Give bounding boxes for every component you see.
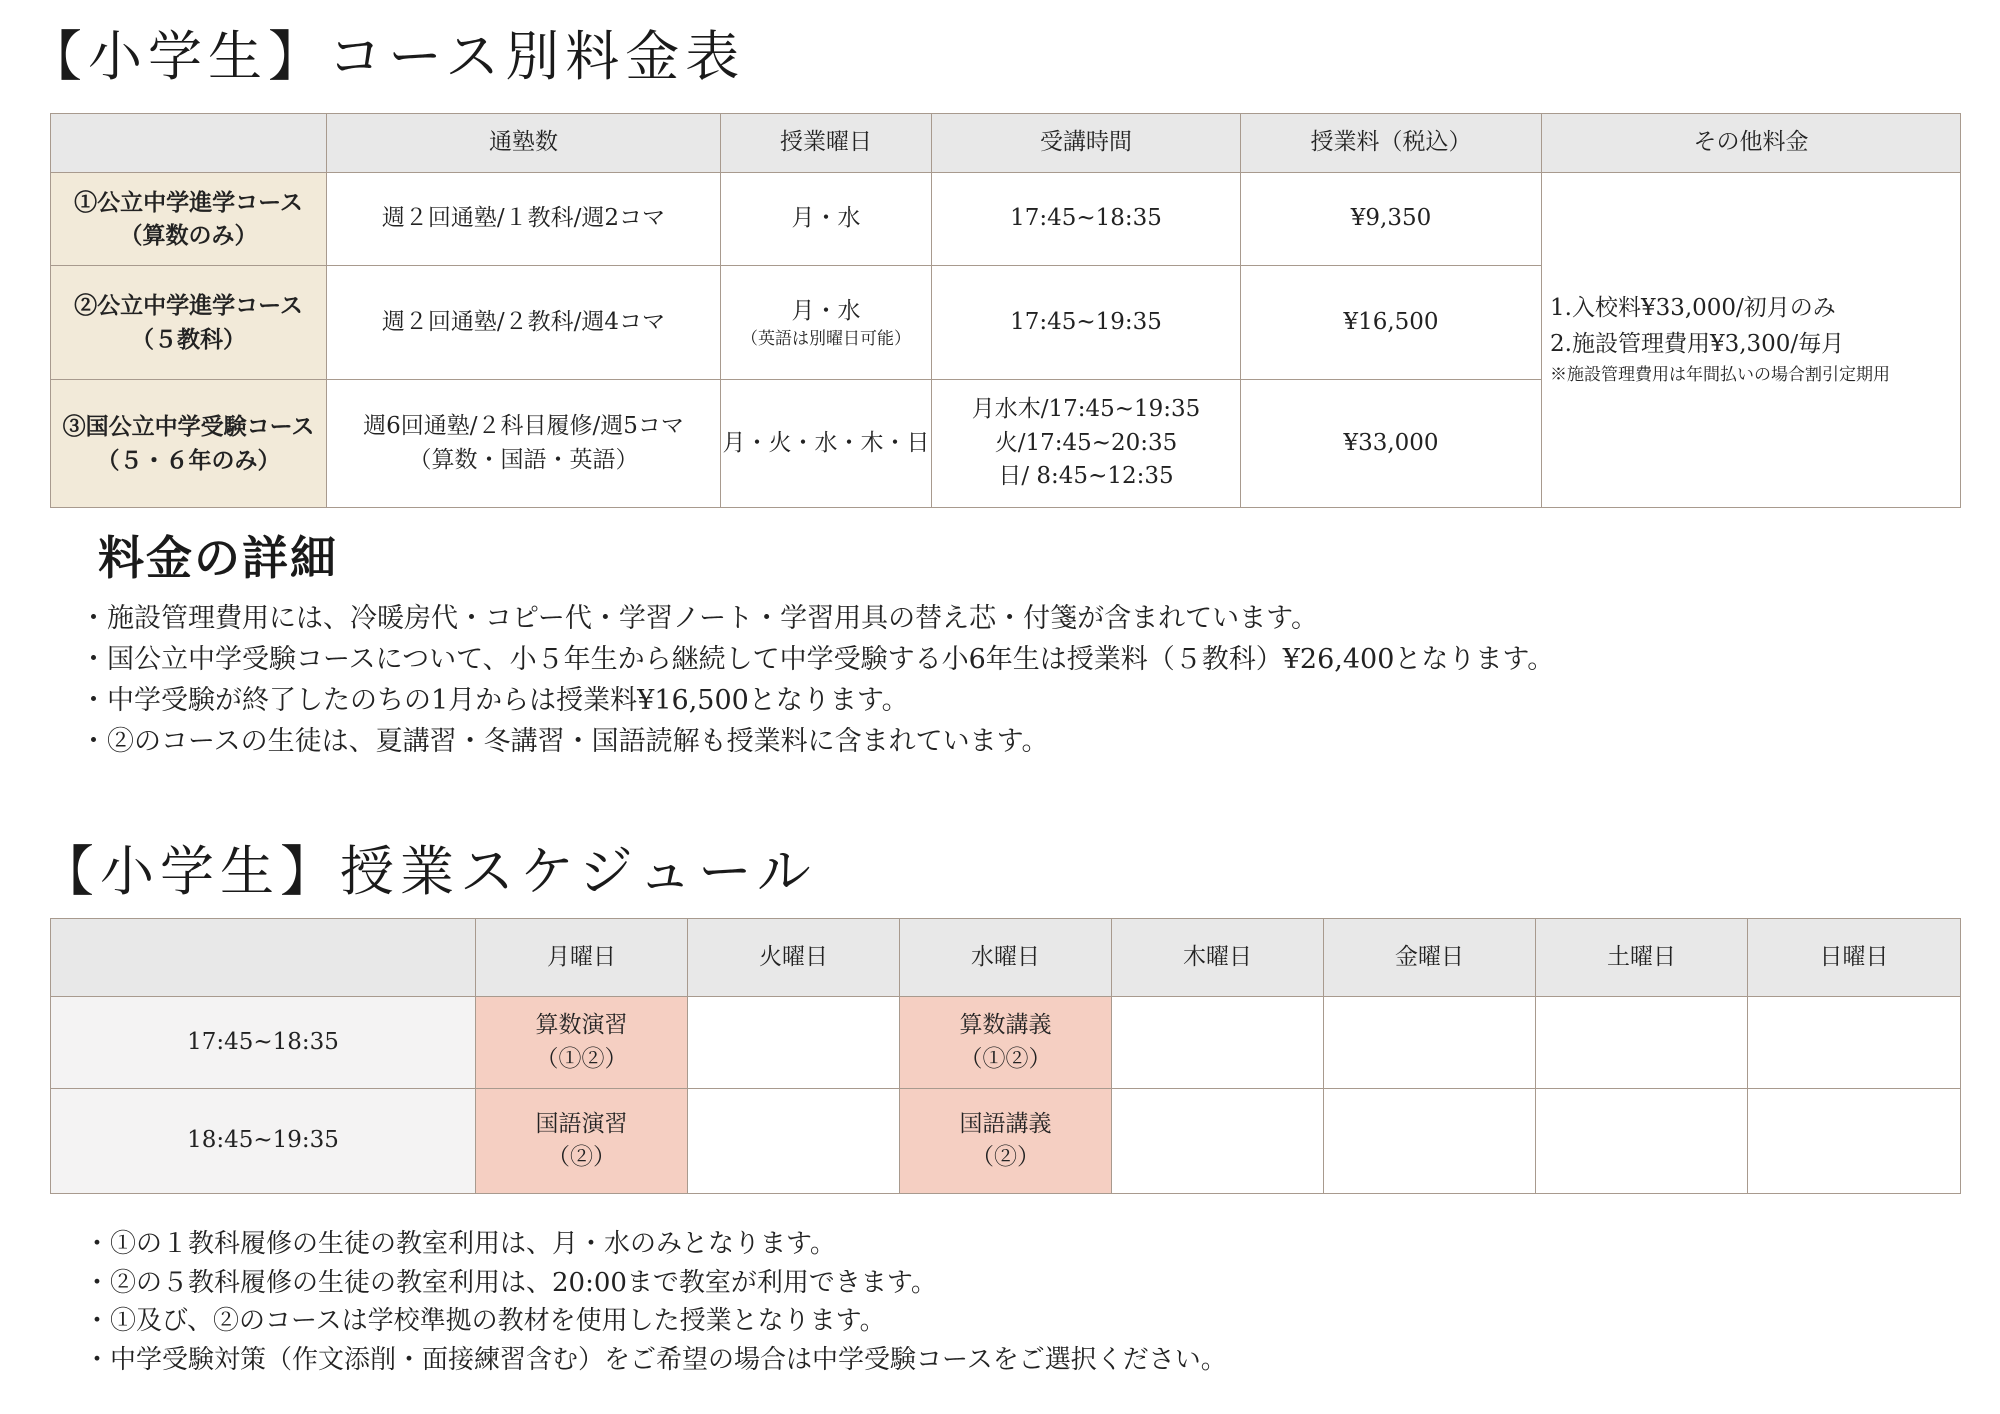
empty-cell: [1112, 1089, 1324, 1194]
header-sunday: 日曜日: [1748, 919, 1961, 997]
list-item: ・施設管理費用には、冷暖房代・コピー代・学習ノート・学習用具の替え芯・付箋が含まれています。: [80, 603, 1318, 634]
list-item: ・①の１教科履修の生徒の教室利用は、月・水のみとなります。: [84, 1229, 836, 1259]
lesson-course: （①②）: [959, 1045, 1052, 1072]
course-name-cell: [51, 266, 327, 380]
course-name: ①公立中学進学コース: [74, 188, 303, 216]
list-item: ・中学受験が終了したのちの1月からは授業料¥16,500となります。: [80, 685, 909, 716]
lesson-course: （①②）: [535, 1045, 628, 1072]
course-subtitle: （５教科）: [131, 325, 246, 353]
lesson-course: （②）: [971, 1144, 1040, 1170]
attendance-cell: [327, 266, 721, 380]
course-name-cell: [51, 380, 327, 508]
days-cell: [721, 173, 932, 266]
course-subtitle: （算数のみ）: [119, 222, 258, 249]
fee-details-title: 料金の詳細: [98, 531, 338, 585]
empty-cell: [1536, 997, 1748, 1089]
lesson-cell-wednesday: [900, 997, 1112, 1089]
header-wednesday: 水曜日: [900, 919, 1112, 997]
header-attendance: 通塾数: [327, 114, 721, 173]
days-note: （英語は別曜日可能）: [741, 329, 911, 350]
list-item: ・②の５教科履修の生徒の教室利用は、20:00まで教室が利用できます。: [84, 1267, 937, 1298]
lesson-name: 国語講義: [959, 1110, 1052, 1137]
other-fee-facility: 2.施設管理費用¥3,300/毎月: [1550, 330, 1845, 357]
fee-cell: [1241, 266, 1542, 380]
header-friday: 金曜日: [1324, 919, 1536, 997]
course-name: ③国公立中学受験コース: [62, 413, 315, 441]
fee-details-list: [80, 598, 1554, 762]
list-item: ・①及び、②のコースは学校準拠の教材を使用した授業となります。: [84, 1306, 886, 1336]
other-fees-cell: [1542, 173, 1961, 508]
course-subtitle: （５・６年のみ）: [96, 446, 281, 474]
lesson-course: （②）: [547, 1144, 616, 1170]
empty-cell: [1536, 1089, 1748, 1194]
empty-cell: [688, 1089, 900, 1194]
header-other-fees: その他料金: [1542, 114, 1961, 173]
course-name-cell: [51, 173, 327, 266]
header-saturday: 土曜日: [1536, 919, 1748, 997]
header-blank: [51, 919, 476, 997]
fee-table-header-row: [51, 114, 1961, 173]
time-cell: [932, 266, 1241, 380]
attendance-cell: [327, 380, 721, 508]
time-text: 17:45~18:35: [1010, 205, 1162, 232]
other-fee-entrance: 1.入校料¥33,000/初月のみ: [1550, 295, 1836, 322]
list-item: ・中学受験対策（作文添削・面接練習含む）をご希望の場合は中学受験コースをご選択ください。: [84, 1344, 1227, 1375]
lesson-cell-monday: [476, 997, 688, 1089]
empty-cell: [1324, 997, 1536, 1089]
header-blank: [51, 114, 327, 173]
schedule-notes-list: [84, 1225, 1227, 1379]
fee-cell: [1241, 173, 1542, 266]
empty-cell: [1112, 997, 1324, 1089]
fee-value: ¥16,500: [1343, 308, 1439, 335]
time-text: 月水木/17:45~19:35: [971, 396, 1201, 423]
fee-cell: [1241, 380, 1542, 508]
lesson-name: 算数講義: [959, 1012, 1052, 1039]
time-text: 17:45~19:35: [1010, 308, 1162, 335]
schedule-time-cell: 17:45~18:35: [51, 997, 476, 1089]
lesson-cell-monday: [476, 1089, 688, 1194]
lesson-cell-wednesday: [900, 1089, 1112, 1194]
lesson-name: 算数演習: [535, 1012, 628, 1039]
empty-cell: [1748, 1089, 1961, 1194]
fee-value: ¥33,000: [1343, 429, 1439, 456]
days-cell: [721, 266, 932, 380]
header-thursday: 木曜日: [1112, 919, 1324, 997]
attendance-cell: [327, 173, 721, 266]
time-text: 日/ 8:45~12:35: [998, 463, 1174, 490]
header-time: 受講時間: [932, 114, 1241, 173]
schedule-table: [50, 918, 1961, 1194]
fee-table: [50, 113, 1961, 508]
table-row: [51, 997, 1961, 1089]
empty-cell: [1324, 1089, 1536, 1194]
fee-table-title: 【小学生】コース別料金表: [28, 25, 746, 88]
list-item: ・国公立中学受験コースについて、小５年生から継続して中学受験する小6年生は授業料（５教科）¥26,400となります。: [80, 644, 1555, 675]
days-cell: [721, 380, 932, 508]
lesson-name: 国語演習: [535, 1110, 628, 1137]
attendance-text: 週２回通塾/２教科/週4コマ: [381, 308, 666, 335]
attendance-subjects: （算数・国語・英語）: [408, 446, 639, 473]
attendance-text: 週２回通塾/１教科/週2コマ: [381, 205, 666, 232]
empty-cell: [1748, 997, 1961, 1089]
time-cell: [932, 173, 1241, 266]
days-text: 月・水: [791, 297, 861, 324]
days-text: 月・火・水・木・日: [722, 429, 930, 456]
schedule-title: 【小学生】授業スケジュール: [40, 840, 817, 903]
table-row: [51, 173, 1961, 266]
empty-cell: [688, 997, 900, 1089]
header-days: 授業曜日: [721, 114, 932, 173]
header-monday: 月曜日: [476, 919, 688, 997]
attendance-text: 週6回通塾/２科目履修/週5コマ: [363, 413, 684, 440]
other-fee-note: ※施設管理費用は年間払いの場合割引定期用: [1550, 365, 1890, 386]
time-cell: [932, 380, 1241, 508]
list-item: ・②のコースの生徒は、夏講習・冬講習・国語読解も授業料に含まれています。: [80, 726, 1049, 757]
time-text: 火/17:45~20:35: [994, 429, 1178, 456]
header-tuesday: 火曜日: [688, 919, 900, 997]
schedule-header-row: [51, 919, 1961, 997]
fee-value: ¥9,350: [1350, 205, 1432, 232]
course-name: ②公立中学進学コース: [74, 292, 303, 320]
schedule-time-cell: 18:45~19:35: [51, 1089, 476, 1194]
table-row: [51, 1089, 1961, 1194]
days-text: 月・水: [791, 205, 861, 232]
header-fee: 授業料（税込）: [1241, 114, 1542, 173]
